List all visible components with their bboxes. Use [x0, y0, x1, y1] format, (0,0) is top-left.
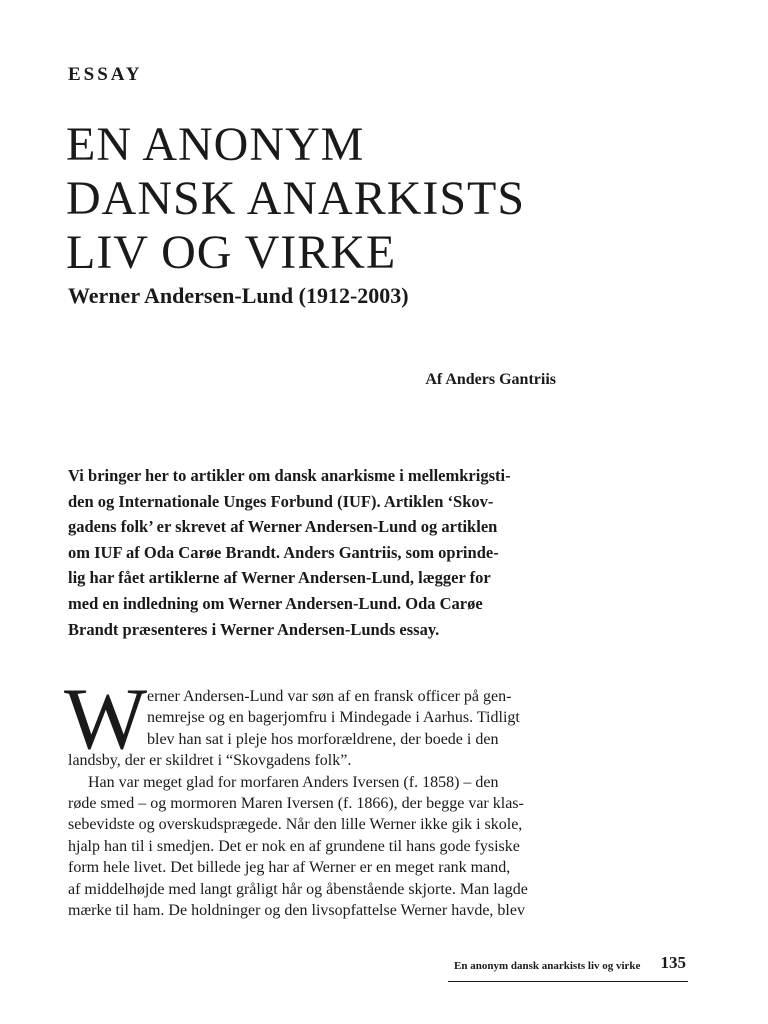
body-line: hjalp han til i smedjen. Det er nok en af grundene til hans gode fysiske: [68, 837, 520, 855]
body-line: sebevidste og overskudsprægede. Når den lille Werner ikke gik i skole,: [68, 816, 523, 834]
article-subtitle: Werner Andersen-Lund (1912-2003): [68, 283, 409, 308]
intro-line: lig har fået artiklerne af Werner Andersen-Lund, lægger for: [68, 568, 491, 588]
page-number: 135: [660, 953, 686, 972]
body-line: form hele livet. Det billede jeg har af Werner er en meget rank mand,: [68, 859, 511, 877]
body-text: [68, 686, 568, 921]
drop-cap: W: [64, 671, 148, 768]
body-line: blev han sat i pleje hos morforældrene, der boede i den: [147, 730, 499, 748]
intro-paragraph: [68, 463, 568, 642]
title-line: EN ANONYM: [66, 118, 365, 171]
author-byline: Af Anders Gantriis: [425, 371, 556, 388]
title-line: LIV OG VIRKE: [66, 226, 397, 279]
article-title: [66, 118, 666, 280]
intro-line: den og Internationale Unges Forbund (IUF). Artiklen ‘Skov-: [68, 491, 494, 511]
intro-line: om IUF af Oda Carøe Brandt. Anders Gantriis, som oprinde-: [68, 542, 499, 562]
body-line: af middelhøjde med langt gråligt hår og åbenstående skjorte. Man lagde: [68, 880, 528, 898]
body-line: erner Andersen-Lund var søn af en fransk officer på gen-: [147, 688, 512, 705]
intro-line: Vi bringer her to artikler om dansk anarkisme i mellemkrigsti-: [68, 466, 511, 485]
body-line: Han var meget glad for morfaren Anders Iversen (f. 1858) – den: [88, 773, 499, 791]
intro-line: Brandt præsenteres i Werner Andersen-Lunds essay.: [68, 619, 440, 639]
body-line: nemrejse og en bagerjomfru i Mindegade i Aarhus. Tidligt: [147, 709, 520, 727]
page-footer: [448, 955, 688, 982]
intro-line: med en indledning om Werner Andersen-Lund. Oda Carøe: [68, 593, 483, 613]
intro-line: gadens folk’ er skrevet af Werner Andersen-Lund og artiklen: [68, 517, 498, 537]
title-line: DANSK ANARKISTS: [66, 172, 526, 225]
body-line: mærke til ham. De holdninger og den livsopfattelse Werner havde, blev: [68, 902, 525, 920]
running-title: En anonym dansk anarkists liv og virke: [454, 960, 641, 972]
section-label: ESSAY: [68, 64, 143, 85]
body-line: landsby, der er skildret i “Skovgadens folk”.: [68, 752, 352, 770]
body-line: røde smed – og mormoren Maren Iversen (f. 1866), der begge var klas-: [68, 795, 524, 813]
